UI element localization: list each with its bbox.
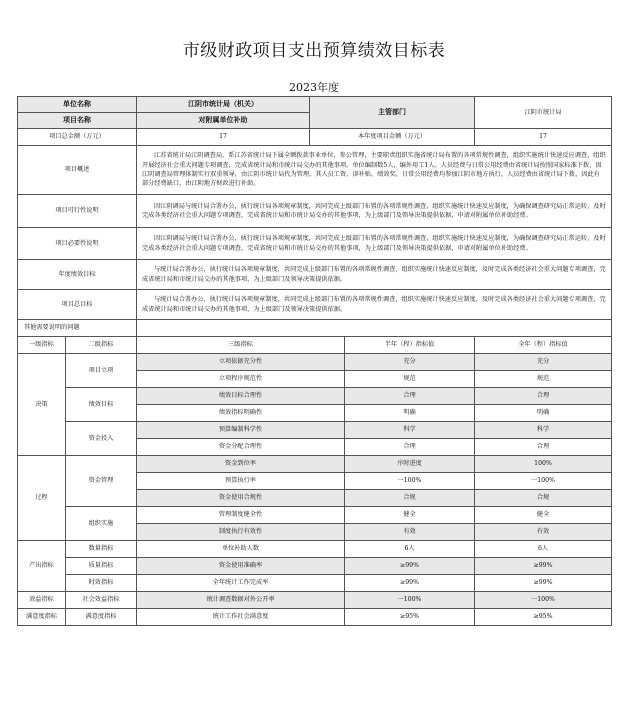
- indicator-name: 统计工作社会满意度: [137, 609, 345, 626]
- annual-target-text: 与统计局合署办公，执行统计局各项规章制度，共同完成上级部门布置的各项常规性调查，组织实施统计快速反应制度，及时完成各类经济社会重大问题专项调查，完成省统计局和市统计局交办的其他事项，为上级部门及领导决策提供依据。: [137, 260, 612, 290]
- indicator-name: 绩效目标合理性: [137, 388, 345, 405]
- indicator-name: 资金分配合理性: [137, 439, 345, 456]
- indicator-full-value: 合理: [475, 388, 612, 405]
- indicator-full-value: 充分: [475, 354, 612, 371]
- indicator-name: 全年统计工作完成率: [137, 575, 345, 592]
- indicator-name: 管理制度健全性: [137, 507, 345, 524]
- indicator-full-value: 科学: [475, 422, 612, 439]
- level2-quality: 质量指标: [66, 558, 137, 575]
- other-notes-label: 其他需要说明的问题: [18, 320, 137, 337]
- level1-benefit: 效益指标: [18, 592, 66, 609]
- indicator-full-value: ≥99%: [475, 575, 612, 592]
- indicator-name: 立项依据充分性: [137, 354, 345, 371]
- indicator-name: 单位补助人数: [137, 541, 345, 558]
- indicator-name: 预算编制科学性: [137, 422, 345, 439]
- project-goal-text: 与统计局合署办公，执行统计局各项规章制度，共同完成上级部门布置的各项常规性调查，组织实施统计快速反应制度，及时完成各类经济社会重大问题专项调查，完成省统计局和市统计局交办的其他事项，为上级部门及领导决策提供依据。: [137, 290, 612, 320]
- unit-name-value: 江阴市统计局（机关）: [137, 97, 310, 113]
- indicator-half-value: 科学: [345, 422, 475, 439]
- level1-satisfaction: 满意度指标: [18, 609, 66, 626]
- performance-target-table: [17, 96, 612, 626]
- indicator-name: 资金使用合规性: [137, 490, 345, 507]
- indicator-half-value: 健全: [345, 507, 475, 524]
- full-year-header: 全年（程）指标值: [475, 337, 612, 354]
- other-notes-text: [137, 320, 612, 337]
- indicator-full-value: 100%: [475, 456, 612, 473]
- level2-project-setup: 项目立项: [66, 354, 137, 388]
- project-name-label: 项目名称: [18, 113, 137, 129]
- indicator-half-value: 一100%: [345, 473, 475, 490]
- level1-output: 产出指标: [18, 541, 66, 592]
- level1-decision: 决策: [18, 354, 66, 456]
- indicator-half-value: 合理: [345, 388, 475, 405]
- level2-header: 二级指标: [66, 337, 137, 354]
- indicator-full-value: 规范: [475, 371, 612, 388]
- indicator-half-value: 合理: [345, 439, 475, 456]
- level2-fund-input: 资金投入: [66, 422, 137, 456]
- dept-label: 主管部门: [310, 97, 475, 129]
- indicator-half-value: 明确: [345, 405, 475, 422]
- feasibility-text: 因江阴调局与统计局合署办公，执行统计局各项规章制度，共同完成上级部门布置的各项常规性调查，组织实施统计快速反应制度，为确保调查研究局正常运转，及时完成各类经济社会重大问题专项调查，完成省统计局和市统计局交办的其他事项，为上级部门及领导决策提供依据，申请对附属单位补助经费。: [137, 195, 612, 228]
- total-amount-value: 17: [137, 129, 310, 146]
- indicator-full-value: 6人: [475, 541, 612, 558]
- level2-timeliness: 时效指标: [66, 575, 137, 592]
- half-year-header: 半年（程）指标值: [345, 337, 475, 354]
- indicator-half-value: 有效: [345, 524, 475, 541]
- indicator-name: 资金使用准确率: [137, 558, 345, 575]
- project-name-value: 对附属单位补助: [137, 113, 310, 129]
- indicator-full-value: 一100%: [475, 592, 612, 609]
- indicator-half-value: ≥95%: [345, 609, 475, 626]
- document-year: 2023年度: [289, 81, 339, 94]
- level1-header: 一级指标: [18, 337, 66, 354]
- indicator-name: 制度执行有效性: [137, 524, 345, 541]
- necessity-label: 项目必要性说明: [18, 228, 137, 260]
- indicator-name: 统计调查数据对外公开率: [137, 592, 345, 609]
- necessity-text: 因江阴调局与统计局合署办公，执行统计局各项规章制度，共同完成上级部门布置的各项常规性调查，组织实施统计快速反应制度，为确保调查研究局正常运转，及时完成各类经济社会重大问题专项调查，完成省统计局和市统计局交办的其他事项，为上级部门及领导决策提供依据，申请对附属单位补助经费。: [137, 228, 612, 260]
- level2-social-benefit: 社会效益指标: [66, 592, 137, 609]
- level2-performance-target: 绩效目标: [66, 388, 137, 422]
- indicator-full-value: 明确: [475, 405, 612, 422]
- total-amount-label: 项目总金额（万元）: [18, 129, 137, 146]
- year-amount-label: 本年度项目金额（万元）: [310, 129, 475, 146]
- project-goal-label: 项目总目标: [18, 290, 137, 320]
- annual-target-label: 年度绩效目标: [18, 260, 137, 290]
- year-amount-value: 17: [475, 129, 612, 146]
- indicator-name: 绩效指标明确性: [137, 405, 345, 422]
- indicator-half-value: 6人: [345, 541, 475, 558]
- level2-quantity: 数量指标: [66, 541, 137, 558]
- level2-satisfaction: 满意度指标: [66, 609, 137, 626]
- level2-organization: 组织实施: [66, 507, 137, 541]
- level2-fund-management: 资金管理: [66, 456, 137, 507]
- level3-header: 三级指标: [137, 337, 345, 354]
- overview-text: 江苏省统计局江阴调查局，系江苏省统计局下属全额拨款事业单位，参公管理，主要职责组织实施省统计局布置的各项常规性调查，组织实施统计快速反应调查，组织开展经济社会重大问题专项调查，完成省统计局和市统计局交办的其他事项。单位编制数5人，编外用工1人。人员经费与日常公用经费由省统计局按照国家标准下拨，因江阴调查局管理体制实行双重领导，由江阴市统计局代为管理，其人员工资、津补贴、绩效奖、日常公用经费均参加江阴市地方执行，人员经费由省统计局下拨，因此有部分经费缺口，由江阴地方财政进行补助。: [137, 146, 612, 195]
- overview-label: 项目概述: [18, 146, 137, 195]
- indicator-full-value: 健全: [475, 507, 612, 524]
- indicator-half-value: 序时进度: [345, 456, 475, 473]
- dept-value: 江阴市统计局: [475, 97, 612, 129]
- unit-name-label: 单位名称: [18, 97, 137, 113]
- indicator-full-value: 有效: [475, 524, 612, 541]
- indicator-half-value: 合规: [345, 490, 475, 507]
- indicator-name: 资金到位率: [137, 456, 345, 473]
- feasibility-label: 项目可行性说明: [18, 195, 137, 228]
- indicator-full-value: ≥95%: [475, 609, 612, 626]
- indicator-half-value: 规范: [345, 371, 475, 388]
- indicator-full-value: 一100%: [475, 473, 612, 490]
- document-title: 市级财政项目支出预算绩效目标表: [182, 41, 446, 61]
- indicator-name: 立项程序规范性: [137, 371, 345, 388]
- indicator-half-value: 充分: [345, 354, 475, 371]
- level1-process: 过程: [18, 456, 66, 541]
- indicator-half-value: ≥99%: [345, 558, 475, 575]
- indicator-name: 预算执行率: [137, 473, 345, 490]
- indicator-full-value: 合理: [475, 439, 612, 456]
- indicator-full-value: 合规: [475, 490, 612, 507]
- indicator-full-value: ≥99%: [475, 558, 612, 575]
- indicator-half-value: 一100%: [345, 592, 475, 609]
- indicator-half-value: ≥99%: [345, 575, 475, 592]
